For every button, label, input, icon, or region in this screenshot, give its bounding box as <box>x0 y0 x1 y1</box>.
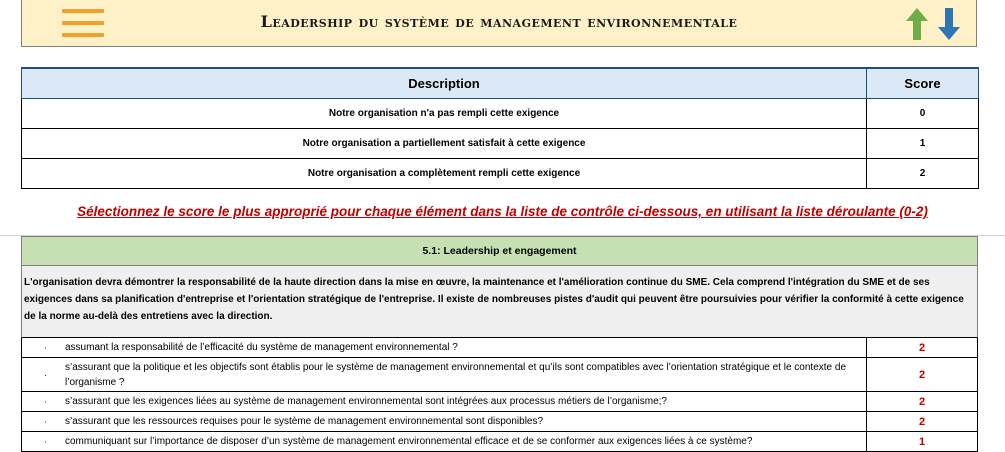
table-row <box>22 128 979 158</box>
row-description: Notre organisation a partiellement satisfait à cette exigence <box>22 128 867 158</box>
checklist-row <box>21 412 978 432</box>
requirement-text: s’assurant que la politique et les objectifs sont établis pour le système de management environnemental et qu’ils sont compatibles avec l’orientation stratégique et le contexte de l’organisme ? <box>65 361 847 388</box>
score-dropdown[interactable]: 2 <box>918 395 926 408</box>
score-dropdown[interactable]: 2 <box>918 415 926 428</box>
bullet-icon: · <box>44 396 47 406</box>
table-row <box>22 98 979 128</box>
description-column-header: Description <box>22 68 867 98</box>
checklist-row <box>21 358 978 392</box>
score-dropdown[interactable]: 2 <box>918 368 926 381</box>
requirement-text: communiquant sur l’importance de disposer d’un système de management environnemental efficace et de se conformer aux exigences liées à ce système? <box>65 436 753 447</box>
requirement-text: s’assurant que les ressources requises pour le système de management environnemental sont disponibles? <box>65 416 544 427</box>
section-intro: L'organisation devra démontrer la responsabilité de la haute direction dans la mise en œuvre, la maintenance et l'amélioration continue du SME. Cela comprend l'intégration du SME et de ses exigences dans sa planification d'entreprise et l'orientation stratégique de l'entreprise. Il existe de nombreuses pistes d'audit qui peuvent être poursuivies pour vérifier la conformité à cette exigence de la norme au-delà des entretiens avec la direction. <box>21 266 978 338</box>
row-score: 1 <box>867 128 979 158</box>
arrow-up-icon[interactable] <box>906 8 928 40</box>
checklist-row <box>21 432 978 452</box>
score-dropdown[interactable]: 2 <box>918 341 926 354</box>
page-title: Leadership du système de management environnementale <box>260 12 738 31</box>
instruction-text: Sélectionnez le score le plus approprié pour chaque élément dans la liste de contrôle ci-dessous, en utilisant la liste déroulante (0-2) <box>77 204 928 219</box>
score-column-header: Score <box>867 68 979 98</box>
table-row <box>22 158 979 188</box>
score-legend-table <box>21 67 979 189</box>
checklist-row <box>21 338 978 358</box>
bullet-icon: · <box>44 436 47 446</box>
section-5-1 <box>21 236 978 452</box>
row-description: Notre organisation a complètement rempli cette exigence <box>22 158 867 188</box>
checklist-row <box>21 392 978 412</box>
bullet-icon: · <box>44 416 47 426</box>
bullet-icon: · <box>44 342 47 352</box>
row-score: 0 <box>867 98 979 128</box>
row-description: Notre organisation n'a pas rempli cette exigence <box>22 98 867 128</box>
requirement-text: assumant la responsabilité de l’efficacité du système de management environnemental ? <box>65 342 458 353</box>
header-banner <box>21 0 977 47</box>
bullet-icon: · <box>44 370 47 380</box>
arrow-down-icon[interactable] <box>938 8 960 40</box>
score-dropdown[interactable]: 1 <box>918 435 926 448</box>
row-score: 2 <box>867 158 979 188</box>
requirement-text: s’assurant que les exigences liées au système de management environnemental sont intégrées aux processus métiers de l’organisme;? <box>65 396 667 407</box>
section-title: 5.1: Leadership et engagement <box>21 236 978 266</box>
